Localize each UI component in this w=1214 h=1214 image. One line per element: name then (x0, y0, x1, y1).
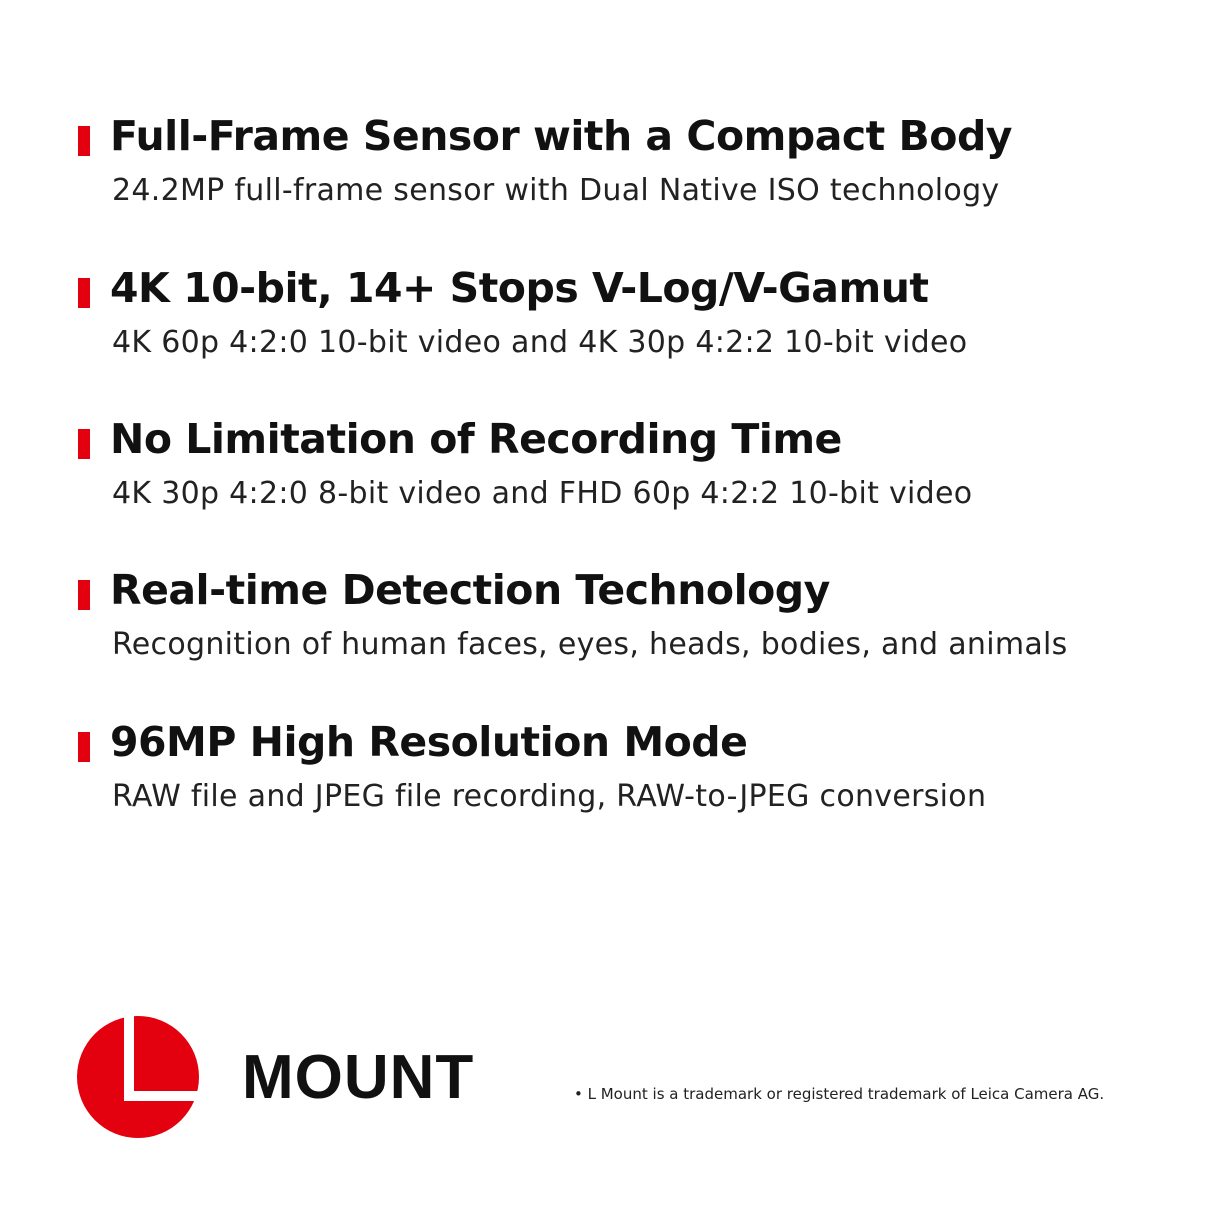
feature-title: 96MP High Resolution Mode (110, 718, 748, 766)
feature-title: 4K 10-bit, 14+ Stops V-Log/V-Gamut (110, 264, 929, 312)
feature-description: Recognition of human faces, eyes, heads, bodies, and animals (112, 627, 1068, 662)
feature-item (0, 254, 1214, 394)
red-bar-marker-icon (78, 732, 90, 762)
feature-item (0, 708, 1214, 848)
feature-description: 4K 60p 4:2:0 10-bit video and 4K 30p 4:2:2 10-bit video (112, 325, 968, 360)
mount-wordmark: MOUNT (242, 1043, 475, 1112)
l-mount-logo (76, 1015, 496, 1139)
feature-description: 4K 30p 4:2:0 8-bit video and FHD 60p 4:2:2 10-bit video (112, 476, 973, 511)
feature-title: Real-time Detection Technology (110, 566, 830, 614)
feature-title: No Limitation of Recording Time (110, 415, 842, 463)
red-bar-marker-icon (78, 126, 90, 156)
l-mount-logo-icon (76, 1015, 200, 1139)
feature-item (0, 556, 1214, 696)
feature-item (0, 405, 1214, 545)
feature-description: RAW file and JPEG file recording, RAW-to-JPEG conversion (112, 779, 987, 814)
red-bar-marker-icon (78, 429, 90, 459)
trademark-note: • L Mount is a trademark or registered trademark of Leica Camera AG. (574, 1085, 1105, 1103)
red-bar-marker-icon (78, 278, 90, 308)
feature-item (0, 102, 1214, 242)
feature-description: 24.2MP full-frame sensor with Dual Native ISO technology (112, 173, 1000, 208)
feature-title: Full-Frame Sensor with a Compact Body (110, 112, 1013, 160)
red-bar-marker-icon (78, 580, 90, 610)
